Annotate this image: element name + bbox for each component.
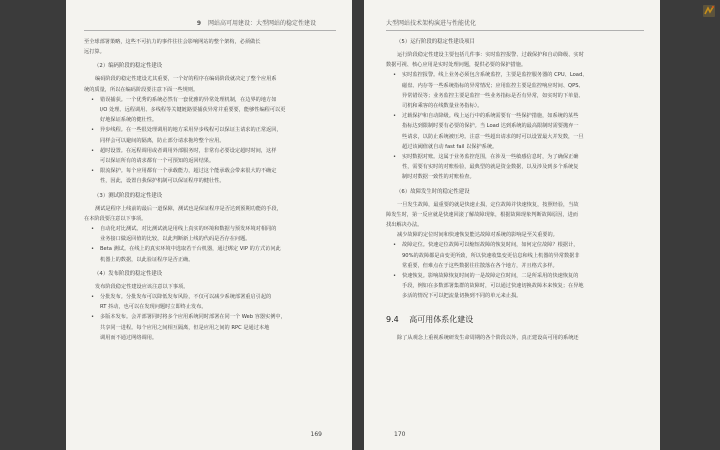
bullet-text: 自动化对比测试。对比测试就是用线上真实的环境和数据与预发环境对相同的 业务接口做返回值的比较，以此判断新上线的代码是否存在问题。 — [100, 226, 277, 243]
page-body — [84, 37, 336, 343]
page-number: 170 — [394, 431, 406, 438]
paragraph: 编码阶段的稳定性建设尤其重要，一个好的程序在编码阶段就决定了整个应用系 统的质量，所以在编码阶段要注意下面一些规则。 — [84, 76, 277, 93]
bullet-text: 故障定位。快速定位故障可以缩短故障的恢复时间，如何定位故障？根据计， 90%的故障都是由变更所致，所以快速收集变更信息和线上机器的异常数据非 常重要，但难点在于这些数据往往散落在各个地方，并且格式多样。 — [402, 242, 580, 269]
bullet-icon: • — [91, 127, 95, 134]
bullet-text: 实时数据对账。这属于业务监控范围，在涉及一些敏感信息时，为了确保正确 性，需要有实时的对账检验，最典型的就是资金数据，以及涉及到多个系统复 制时对数据一致性的对账检查。 — [402, 154, 579, 181]
bullet-text: 限流保护。每个应用都有一个承载能力，超过这个能承载会带来很大的不确定 性，因此，设置自我保护机制可以保证程序的健壮性。 — [100, 168, 277, 185]
bullet-icon: • — [393, 154, 397, 161]
page-body — [386, 37, 644, 302]
bullet-icon: • — [91, 96, 95, 103]
bullet-item — [390, 240, 644, 271]
bullet-item — [88, 244, 336, 264]
running-header — [84, 18, 336, 31]
section-title: 高可用体系化建设 — [409, 314, 474, 324]
subsection-heading: （6）故障发生时的稳定性建设 — [396, 188, 470, 195]
bullet-text: Beta 测试。在线上的真实环境中选取若干台机器，通过绑定 VIP 的方式访问此 机器上的数据，以此验证程序是否正确。 — [100, 246, 281, 263]
bullet-text: 异步线程。在一些很处理调用的地方采用异步线程可以保证主请求的正常返回， 同样会可以避间的隔离，防止部分请求拖垮整个应用。 — [100, 127, 282, 144]
bullet-item — [88, 125, 336, 145]
subsection-heading: （2）编码阶段的稳定性建设 — [94, 63, 163, 70]
bullet-item — [88, 292, 336, 312]
bullet-icon: • — [393, 72, 397, 79]
page-body — [386, 333, 644, 343]
paragraph: 减少故障的定位时间和快速恢复能达故障对系统的影响是至关重要的。 — [397, 232, 558, 239]
bullet-text: 快速恢复。影响故障恢复时间的一是故障定位时间，二是所采用的快速恢复的 手段，例如在多数部署集群的故障时，可以通过快速切换故障本来恢复；在异地 多活的情况下可以把流量切换到不同的单元来止损。 — [402, 273, 584, 300]
bullet-icon: • — [91, 226, 95, 233]
bullet-icon: • — [91, 294, 95, 301]
bullet-item — [390, 70, 644, 111]
bullet-item — [88, 95, 336, 126]
running-header — [386, 18, 644, 31]
chapter-title: 网站高可用建设：大型网站的稳定性建设 — [207, 20, 316, 27]
bullet-item — [88, 146, 336, 166]
bullet-icon: • — [393, 242, 397, 249]
bullet-icon: • — [393, 273, 397, 280]
subsection-heading: （3）测试阶段的稳定性建设 — [94, 192, 163, 199]
bullet-icon: • — [91, 168, 95, 175]
paragraph: 除了从观念上重视系统研发生命周期的各个阶段以外，真正建设高可用的系统还 — [397, 334, 579, 341]
chapter-number: 9 — [196, 20, 202, 27]
bullet-item — [88, 224, 336, 244]
paragraph: 至全球部署策略，这些不可抗力的事件往往会影响网站的整个架构，必须做长 远打算。 — [84, 39, 261, 56]
bullet-text: 多版本发布。会并部署同时将多个应用系统同时部署在同一个 Web 容器实例中， 共享同一进程。每个应用之间相互隔离，但是应用之间的 RPC 是通过本地 调用而不通过网络调用。 — [100, 314, 286, 341]
right-page — [364, 0, 660, 450]
bullet-text: 错误捕获。一个优秀的系统必然有一套优雅的异常处理机制，在边界的地方如 I/O 处理、远程调用、多线程等关键链路要捕获异常并重要要，能够性编程可以更 好地保证系统的健壮性。 — [100, 96, 286, 124]
paragraph: 一旦发生故障，最重要的就是快速止损，定位故障并快速恢复，按照经验，当故 障发生时，第一反应就是快速回滚了解故障现象，根据故障现象判断故障原因，进而 找出解决办法。 — [386, 201, 579, 229]
bullet-item — [390, 271, 644, 302]
paragraph: 发布阶段稳定性建设应该注意以下事项。 — [95, 283, 189, 290]
left-page — [66, 0, 352, 450]
subsection-heading: （5）运行阶段的稳定性建设项目 — [396, 39, 475, 45]
bullet-icon: • — [91, 246, 95, 253]
bullet-icon: • — [91, 147, 95, 154]
bullet-text: 实时监控报警。线上业务必须包含系统监控，主要是监控服务器的 CPU、Load、 磁盘、内存等一些系统指标的异常情况；应用监控主要是监控响应时间、QPS、 异常错误等；业务监控主要是监控一些业务指标是否有异常，如实时的下单量、 司机和乘客的在线数量业务指标）。 — [402, 72, 588, 110]
subsection-heading: （4）发布阶段的稳定性建设 — [94, 270, 163, 277]
bullet-text: 超时设置。在远程调用或者调用外部服务时，非常有必要设定超时时间，这样 可以保证所有的请求都有一个可预知的返回结果。 — [100, 147, 277, 165]
book-title: 大型网站技术架构演进与性能优化 — [386, 20, 477, 27]
bullet-item — [88, 166, 336, 186]
publisher-logo-icon — [702, 4, 716, 18]
bullet-text: 过载保护和自动降级。线上运行中的系统需要有一些保护措施，如系统的某些 指标达到限制时要有必要的保护。当 Load 达到系统的最高限制时需要抛弃一 些请求，以防止系统被压垮。注意一些超出请求的时可以设置最大并发数，一旦 超过该阈值就自动 fast fail 以保护系统。 — [402, 113, 584, 150]
bullet-icon: • — [91, 314, 95, 321]
bullet-item — [390, 111, 644, 152]
bullet-item — [88, 312, 336, 343]
bullet-text: 分批发布。分批发布可以降低发布风险，不仅可以减少系统部署重启引起的 RT 抖动，也可以在发现问题时立即终止发布。 — [100, 294, 272, 311]
section-heading — [386, 314, 644, 325]
bullet-icon: • — [393, 113, 397, 120]
bullet-item — [390, 152, 644, 183]
section-number: 9.4 — [386, 314, 399, 324]
paragraph: 运行阶段稳定性建设主要包括几件事：实时监控报警、过载保护和自动降级、实时 数据可视、核心应用是实时处理问题，提供必要的保护措施。 — [386, 52, 584, 69]
page-number: 169 — [310, 431, 322, 438]
paragraph: 测试是程序上线前的最后一道保障，测试也是保证程序是否达到预期功能的手段， 在本阶段要注意以下事项。 — [84, 205, 282, 222]
